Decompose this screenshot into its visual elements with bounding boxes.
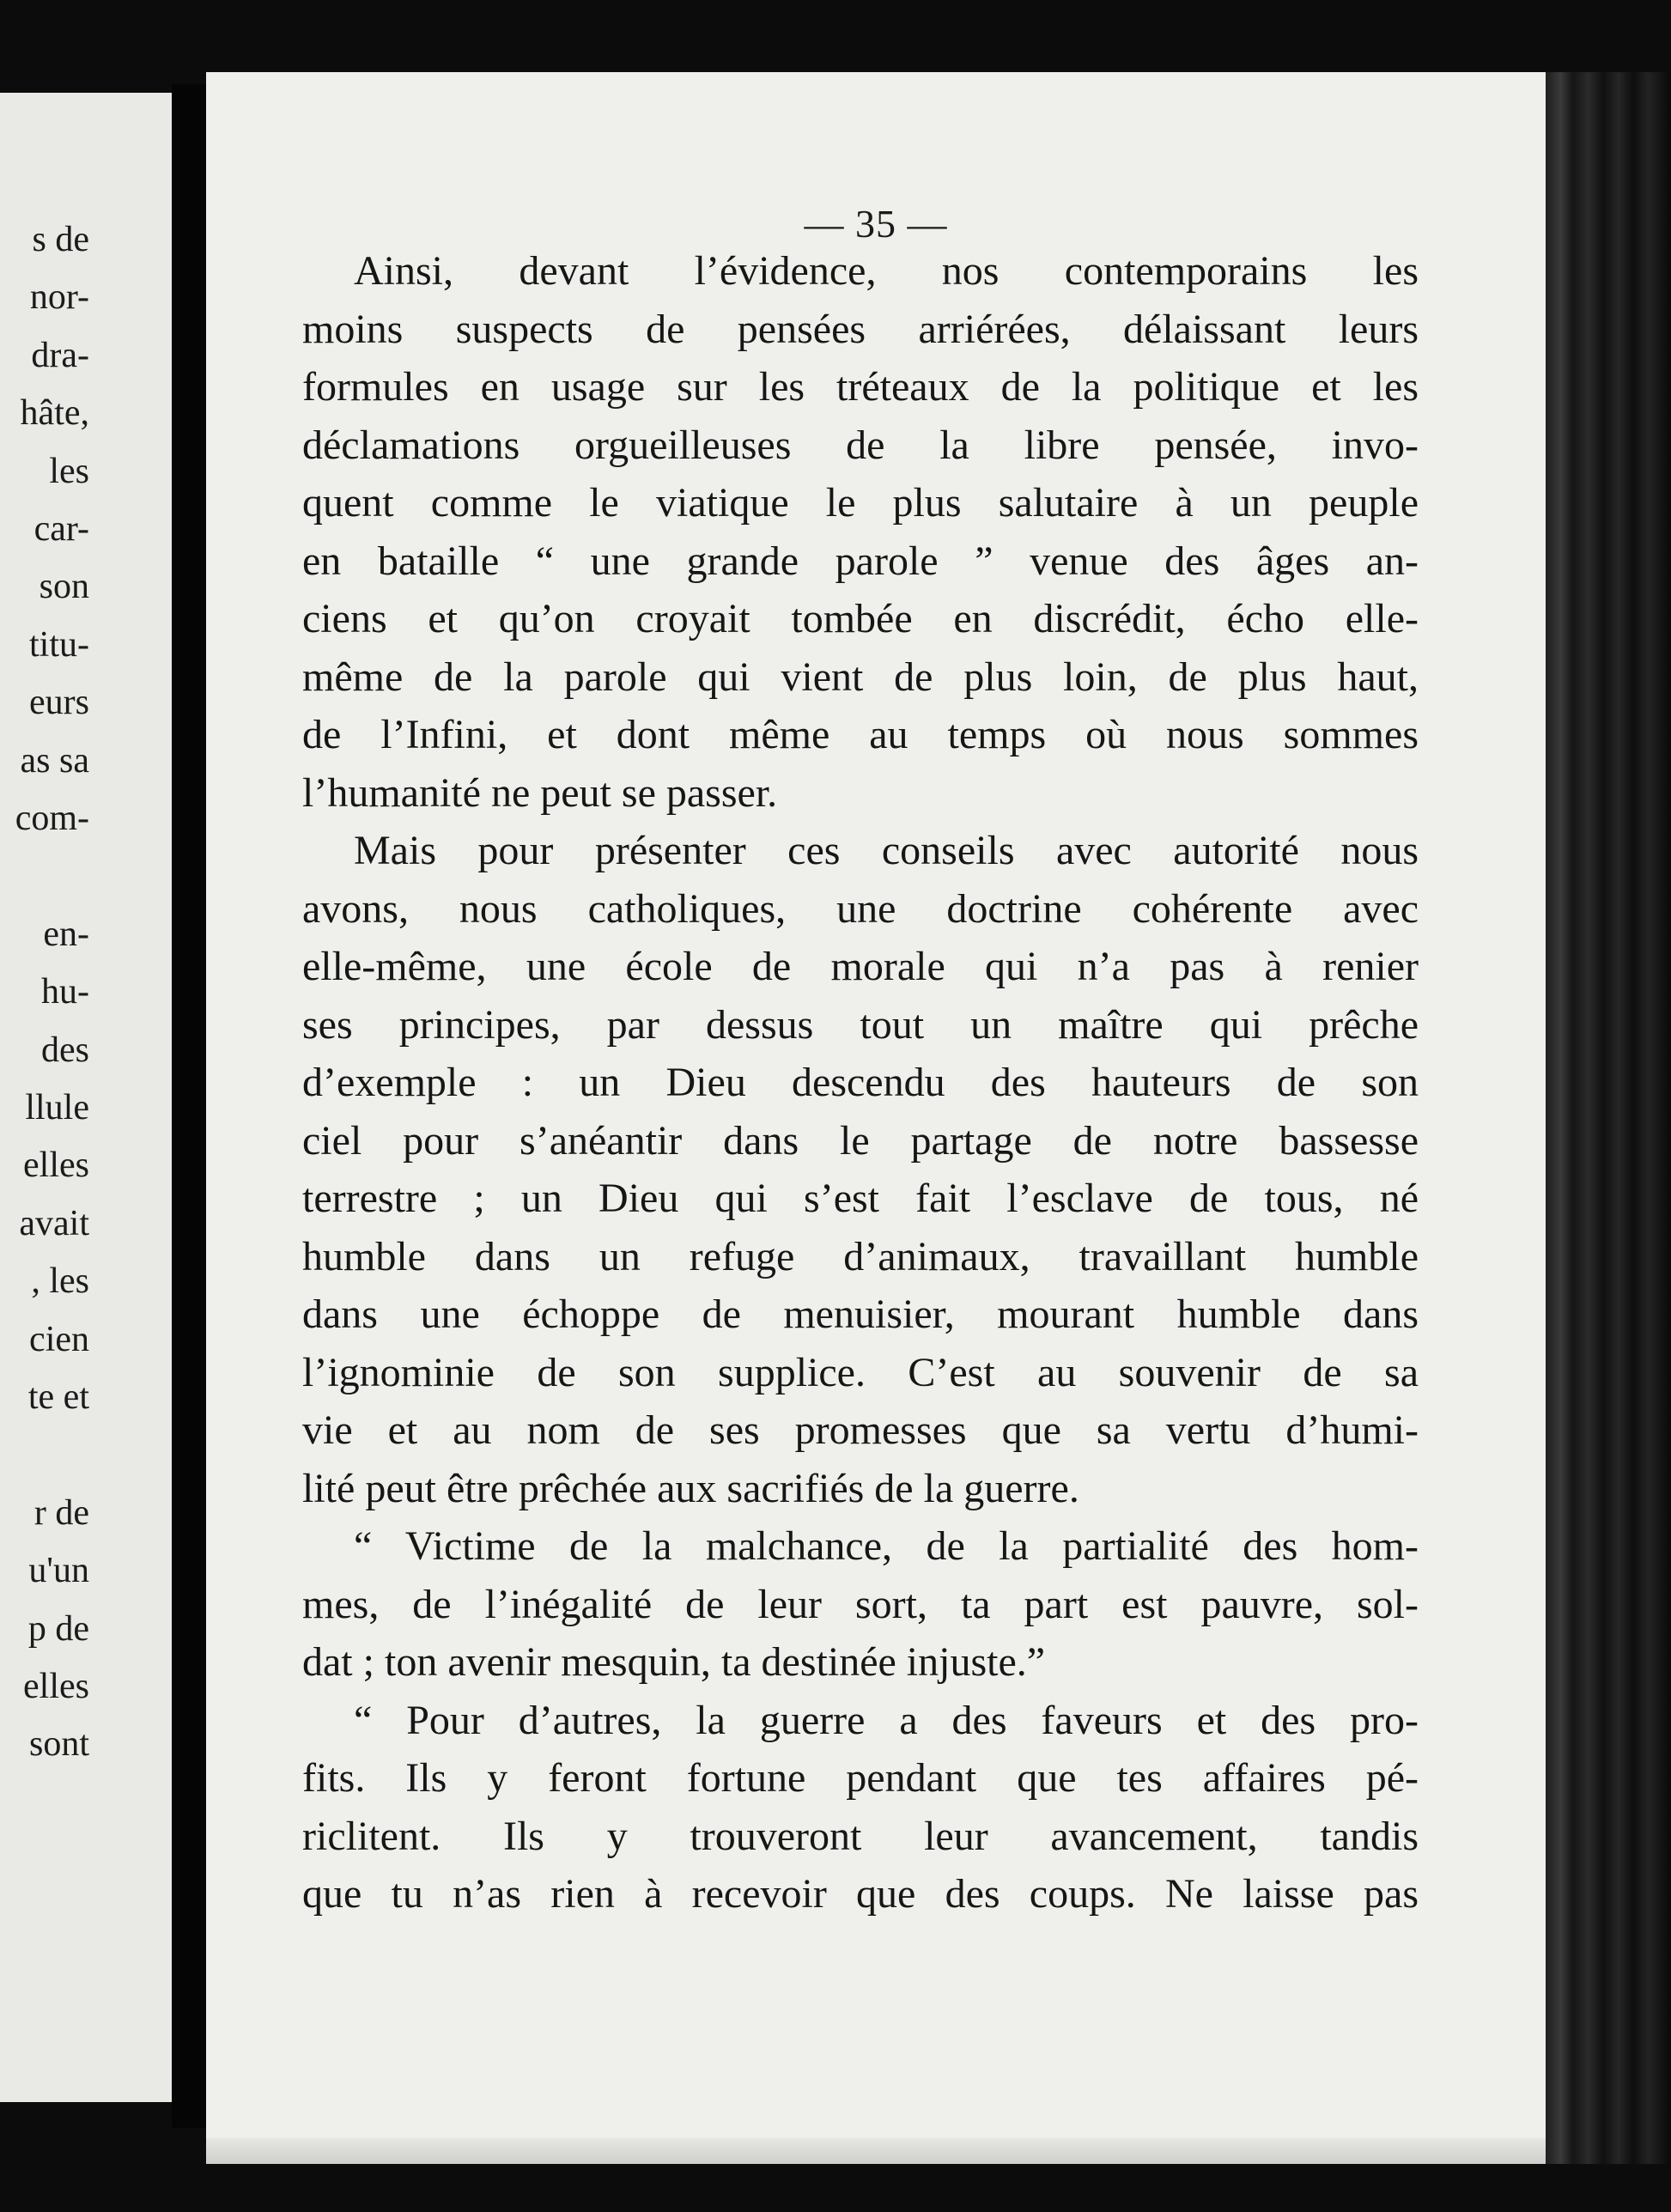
text-line: que tu n’as rien à recevoir que des coups. Ne laisse pas (302, 1871, 1419, 1917)
left-page-line: elles (23, 1667, 89, 1706)
text-line: riclitent. Ils y trouveront leur avancement, tandis (302, 1813, 1419, 1859)
left-page-line: hâte, (20, 393, 89, 434)
left-page-line: te et (27, 1377, 89, 1417)
text-line: en bataille “ une grande parole ” venue des âges an- (302, 538, 1419, 584)
left-page-line: hu- (41, 972, 89, 1012)
left-page-line: llule (25, 1088, 89, 1127)
left-page-line: eurs (29, 683, 89, 723)
text-line: terrestre ; un Dieu qui s’est fait l’esclave de tous, né (302, 1176, 1419, 1221)
text-line: moins suspects de pensées arriérées, délaissant leurs (302, 306, 1419, 352)
left-page-line: p de (27, 1608, 89, 1649)
page-number: — 35 — (804, 202, 948, 246)
left-page-line: avait (19, 1203, 89, 1243)
left-page-line: as sa (20, 740, 89, 781)
left-page-line: les (49, 451, 89, 491)
left-page-fragment (0, 93, 172, 2102)
left-page-line: nor- (29, 277, 89, 318)
text-line: humble dans un refuge d’animaux, travaillant humble (302, 1233, 1419, 1279)
text-line: ciel pour s’anéantir dans le partage de notre bassesse (302, 1117, 1419, 1164)
left-page-line: , les (31, 1261, 89, 1302)
text-line: ses principes, par dessus tout un maître qui prêche (302, 1001, 1419, 1048)
text-line: l’ignominie de son supplice. C’est au souvenir de sa (302, 1349, 1419, 1395)
left-page-line: des (41, 1030, 89, 1070)
left-page-line: car- (33, 509, 89, 549)
left-page-line: titu- (29, 624, 89, 665)
page-edges (1546, 72, 1671, 2164)
body-text (302, 242, 1419, 1923)
left-page-line: en- (43, 914, 89, 954)
left-page-line: son (39, 567, 89, 607)
text-line: quent comme le viatique le plus salutaire à un peuple (302, 480, 1419, 526)
left-page-line: elles (23, 1146, 89, 1186)
text-line: ciens et qu’on croyait tombée en discrédit, écho elle- (302, 596, 1419, 641)
text-line: l’humanité ne peut se passer. (302, 769, 778, 816)
text-line: lité peut être prêchée aux sacrifiés de la guerre. (302, 1465, 1079, 1511)
left-page-line: u'un (28, 1551, 89, 1591)
text-line: “ Victime de la malchance, de la partialité des hom- (354, 1523, 1419, 1569)
left-page-line: s de (32, 220, 89, 259)
left-page-line: r de (33, 1492, 89, 1533)
left-page-line: com- (15, 799, 89, 838)
text-line: dat ; ton avenir mesquin, ta destinée injuste.” (302, 1639, 1046, 1685)
book-spine-gutter (172, 84, 206, 2128)
text-line: Mais pour présenter ces conseils avec autorité nous (354, 828, 1419, 873)
text-line: d’exemple : un Dieu descendu des hauteurs de son (302, 1060, 1419, 1105)
text-line: mes, de l’inégalité de leur sort, ta part est pauvre, sol- (302, 1581, 1419, 1627)
left-page-line: sont (28, 1724, 89, 1765)
text-line: avons, nous catholiques, une doctrine cohérente avec (302, 885, 1419, 932)
text-line: dans une échoppe de menuisier, mourant humble dans (302, 1291, 1419, 1337)
text-line: “ Pour d’autres, la guerre a des faveurs et des pro- (354, 1697, 1419, 1743)
left-page-line: dra- (31, 335, 89, 375)
text-line: même de la parole qui vient de plus loin, de plus haut, (302, 653, 1419, 700)
page-bottom-shadow (206, 2138, 1546, 2164)
left-page-line: cien (29, 1319, 89, 1359)
text-line: déclamations orgueilleuses de la libre pensée, invo- (302, 422, 1419, 468)
text-line: elle-même, une école de morale qui n’a pas à renier (302, 944, 1419, 989)
text-line: fits. Ils y feront fortune pendant que tes affaires pé- (302, 1755, 1419, 1801)
right-page (206, 72, 1546, 2164)
text-line: Ainsi, devant l’évidence, nos contemporains les (354, 248, 1419, 294)
text-line: vie et au nom de ses promesses que sa vertu d’humi- (302, 1407, 1419, 1453)
text-line: de l’Infini, et dont même au temps où nous sommes (302, 712, 1419, 757)
text-line: formules en usage sur les tréteaux de la politique et les (302, 364, 1419, 410)
